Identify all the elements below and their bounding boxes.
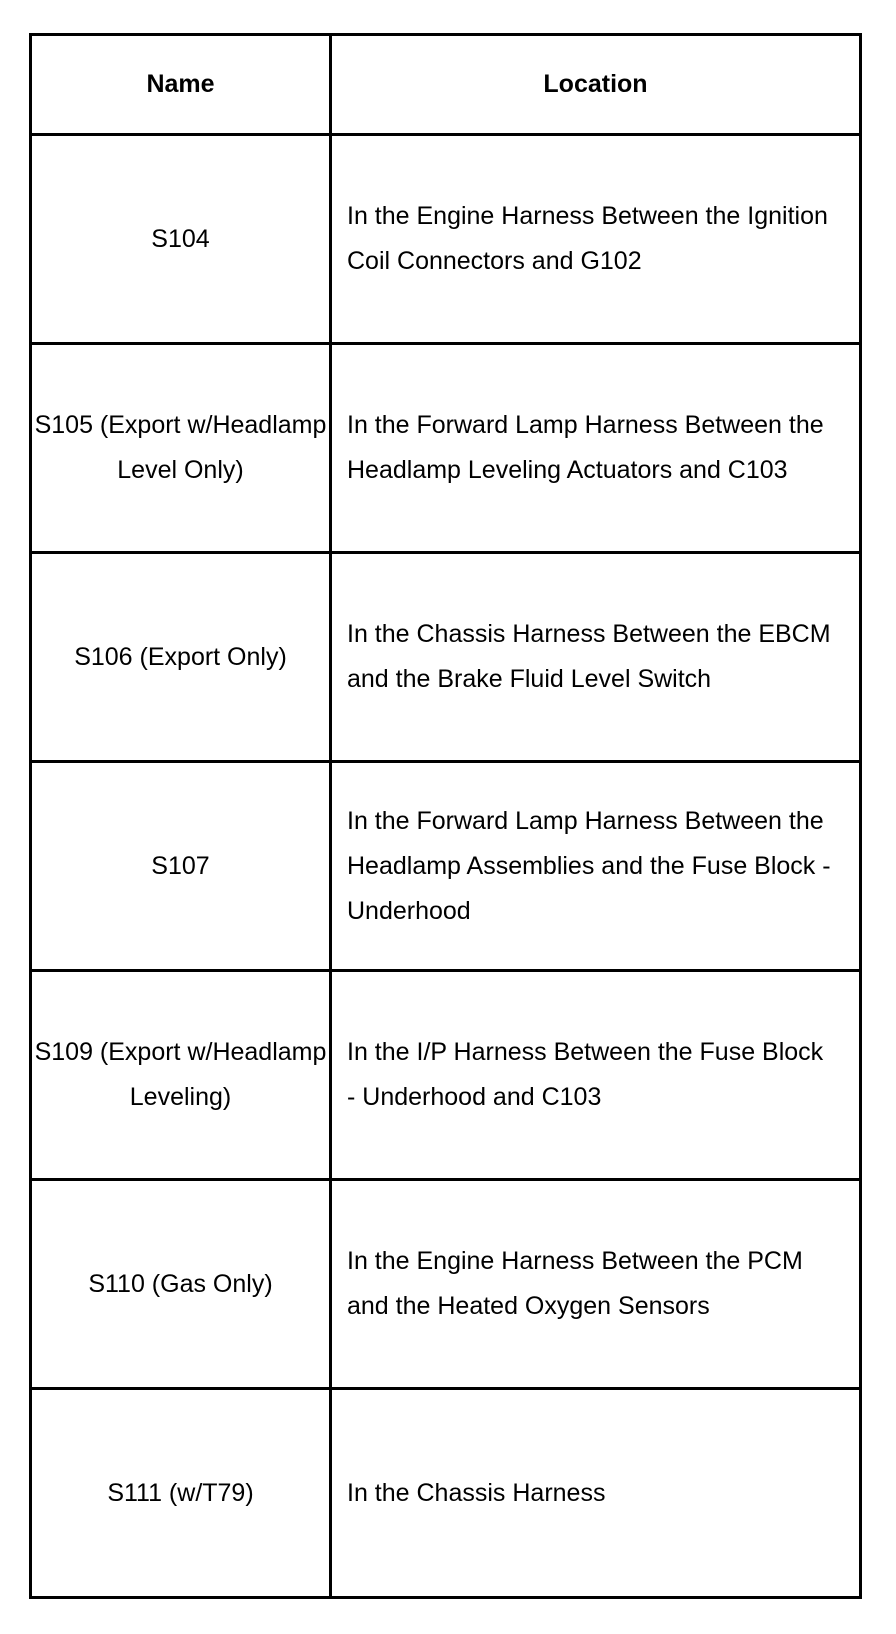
splice-name-cell: S105 (Export w/Headlamp Level Only) — [31, 344, 331, 553]
table-header-row — [31, 35, 861, 135]
splice-location-cell: In the Chassis Harness — [331, 1389, 861, 1598]
splice-location-cell: In the I/P Harness Between the Fuse Block - Underhood and C103 — [331, 971, 861, 1180]
splice-name-cell: S111 (w/T79) — [31, 1389, 331, 1598]
name-column-header: Name — [31, 35, 331, 135]
splice-name-cell: S106 (Export Only) — [31, 553, 331, 762]
splice-location-table — [29, 33, 862, 1599]
table-row — [31, 762, 861, 971]
table-row — [31, 971, 861, 1180]
table-row — [31, 135, 861, 344]
splice-location-cell: In the Engine Harness Between the PCM and the Heated Oxygen Sensors — [331, 1180, 861, 1389]
splice-location-cell: In the Forward Lamp Harness Between the Headlamp Assemblies and the Fuse Block - Underhood — [331, 762, 861, 971]
splice-name-cell: S107 — [31, 762, 331, 971]
splice-name-cell: S104 — [31, 135, 331, 344]
splice-name-cell: S109 (Export w/Headlamp Leveling) — [31, 971, 331, 1180]
splice-name-cell: S110 (Gas Only) — [31, 1180, 331, 1389]
splice-location-cell: In the Engine Harness Between the Ignition Coil Connectors and G102 — [331, 135, 861, 344]
table-row — [31, 1180, 861, 1389]
table-row — [31, 1389, 861, 1598]
splice-location-cell: In the Chassis Harness Between the EBCM and the Brake Fluid Level Switch — [331, 553, 861, 762]
table-row — [31, 553, 861, 762]
splice-location-cell: In the Forward Lamp Harness Between the Headlamp Leveling Actuators and C103 — [331, 344, 861, 553]
table-row — [31, 344, 861, 553]
location-column-header: Location — [331, 35, 861, 135]
